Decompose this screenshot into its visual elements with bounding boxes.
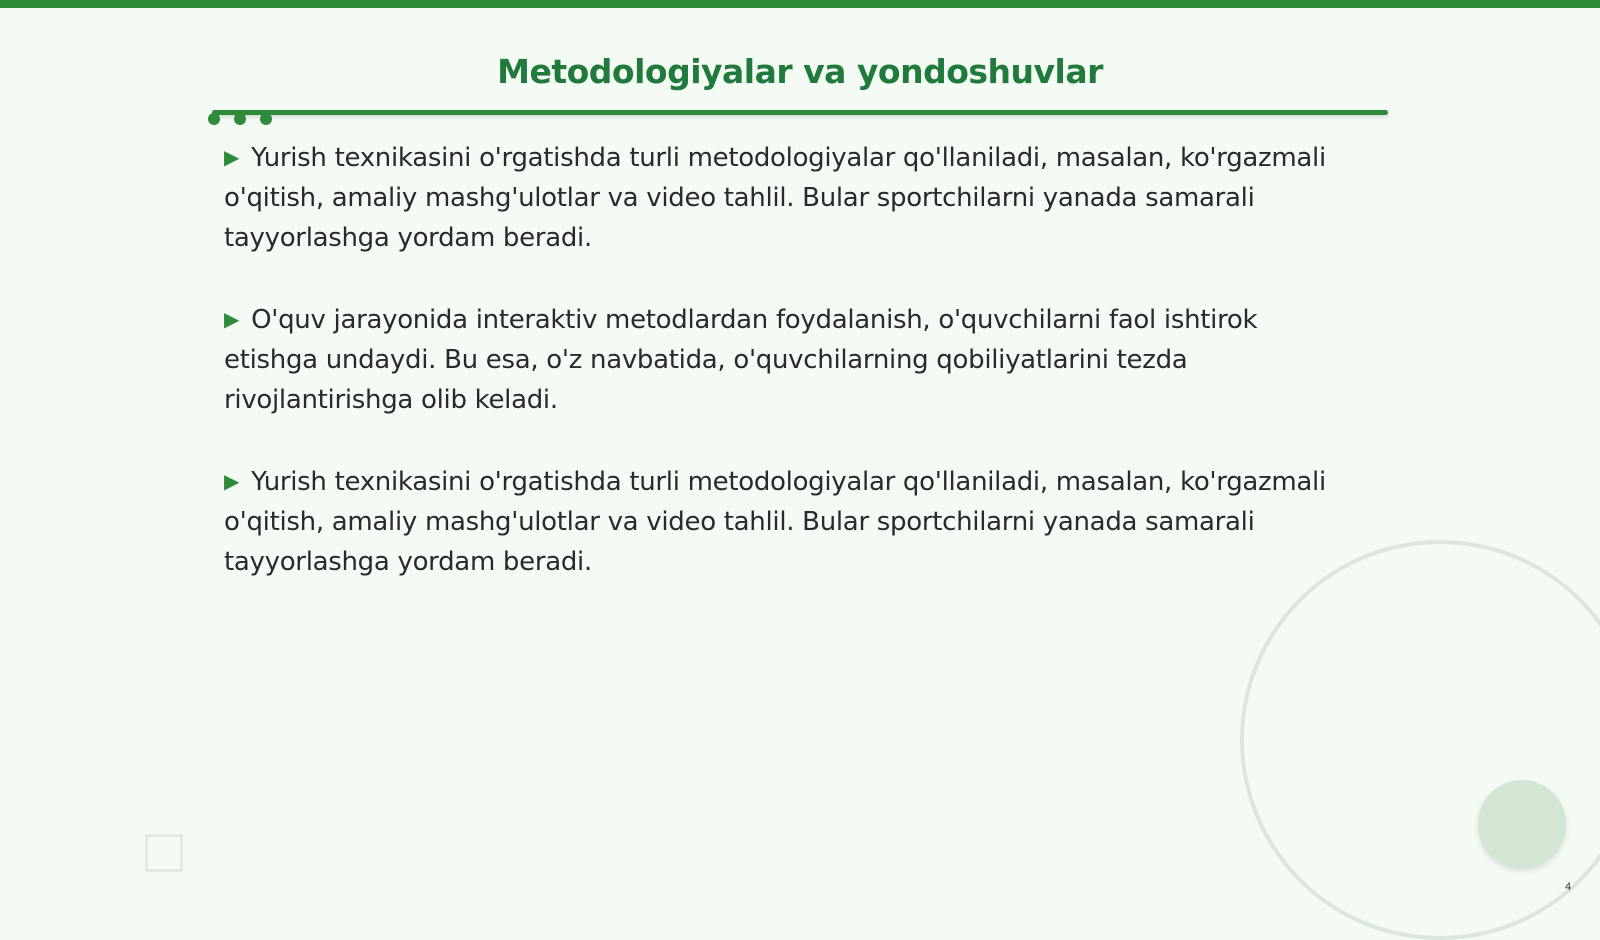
bullet-item (224, 137, 1354, 258)
bullet-item (224, 299, 1354, 420)
page-number: 4 (1565, 881, 1572, 893)
bullet-text: O'quv jarayonida interaktiv metodlardan foydalanish, o'quvchilarni faol ishtirok etishga undaydi. Bu esa, o'z navbatida, o'quvchilarning qobiliyatlarini tezda rivojlantirishga olib keladi. (224, 305, 1258, 415)
underline-dot (260, 113, 272, 125)
underline-dot (208, 113, 220, 125)
bullet-item (224, 461, 1354, 582)
triangle-bullet-icon: ▶ (224, 145, 240, 169)
top-accent-bar (0, 0, 1600, 8)
bullet-list (224, 137, 1354, 623)
bullet-text: Yurish texnikasini o'rgatishda turli metodologiyalar qo'llaniladi, masalan, ko'rgazmali o'qitish, amaliy mashg'ulotlar va video tahlil. Bular sportchilarni yanada samarali tayyorlashga yordam beradi. (224, 467, 1326, 577)
bullet-text: Yurish texnikasini o'rgatishda turli metodologiyalar qo'llaniladi, masalan, ko'rgazmali o'qitish, amaliy mashg'ulotlar va video tahlil. Bular sportchilarni yanada samarali tayyorlashga yordam beradi. (224, 143, 1326, 253)
slide-title: Metodologiyalar va yondoshuvlar (497, 52, 1103, 91)
triangle-bullet-icon: ▶ (224, 469, 240, 493)
decorative-circle (1478, 780, 1566, 868)
underline-dot (234, 113, 246, 125)
decorative-square (145, 834, 183, 872)
title-underline (212, 110, 1388, 115)
triangle-bullet-icon: ▶ (224, 307, 240, 331)
